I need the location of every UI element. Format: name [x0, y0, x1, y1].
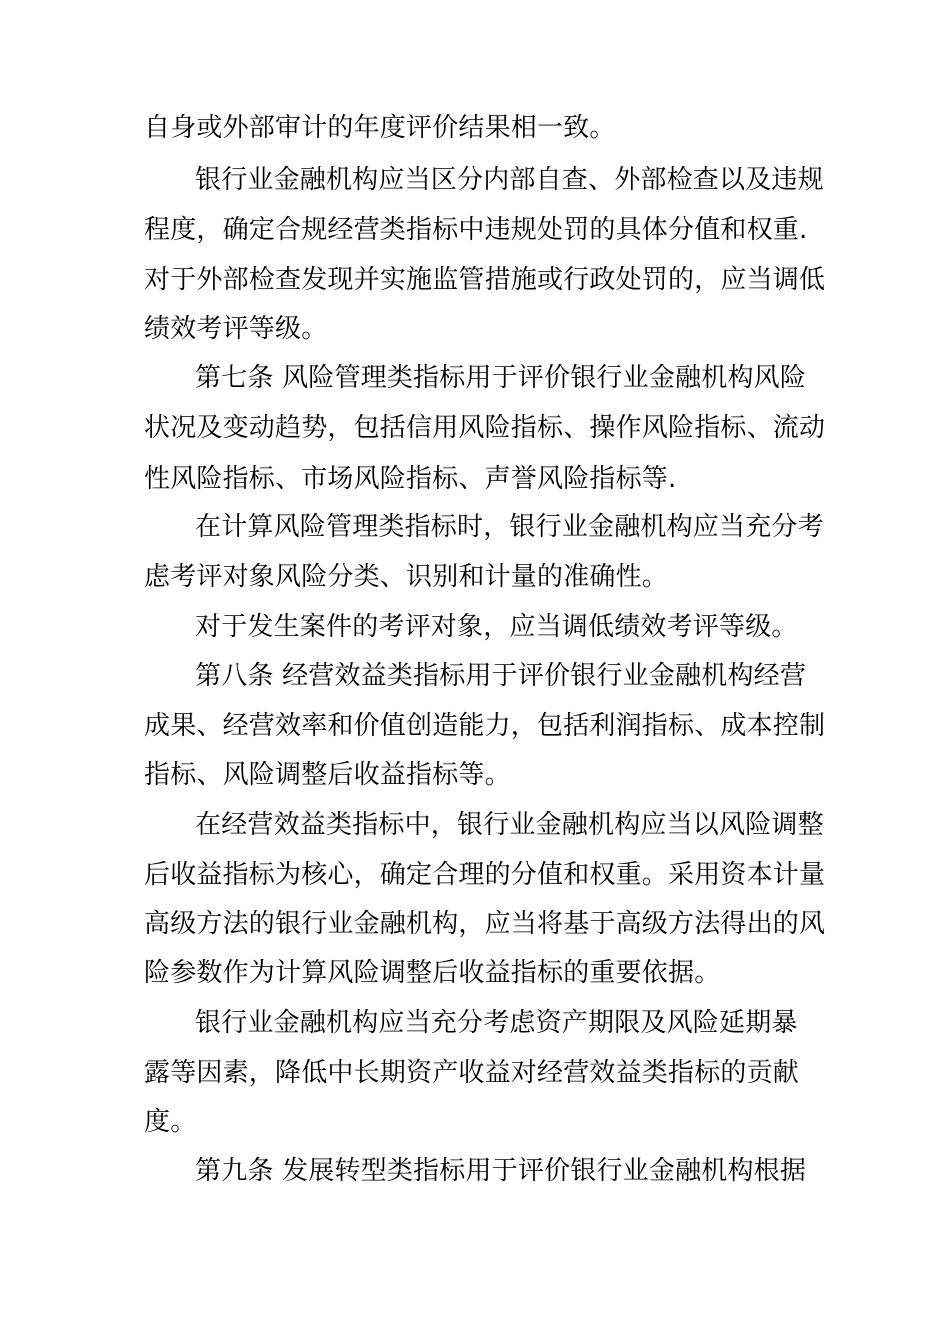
article-9-heading-line: 第九条 发展转型类指标用于评价银行业金融机构根据: [195, 1156, 807, 1186]
paragraph-start-line: 银行业金融机构应当区分内部自查、外部检查以及违规: [195, 165, 824, 195]
paragraph-start-line: 在计算风险管理类指标时，银行业金融机构应当充分考: [195, 512, 824, 542]
text-line: 程度，确定合规经营类指标中违规处罚的具体分值和权重.: [144, 215, 808, 245]
text-line: 成果、经营效率和价值创造能力，包括利润指标、成本控制: [144, 711, 826, 741]
text-line: 度。: [144, 1107, 197, 1137]
paragraph-start-line: 对于发生案件的考评对象，应当调低绩效考评等级。: [195, 612, 798, 642]
paragraph-start-line: 在经营效益类指标中，银行业金融机构应当以风险调整: [195, 810, 824, 840]
text-line: 自身或外部审计的年度评价结果相一致。: [144, 113, 616, 143]
text-line: 后收益指标为核心，确定合理的分值和权重。采用资本计量: [144, 860, 826, 890]
text-line: 指标、风险调整后收益指标等。: [144, 760, 511, 790]
text-line: 露等因素，降低中长期资产收益对经营效益类指标的贡献: [144, 1058, 800, 1088]
text-line: 对于外部检查发现并实施监管措施或行政处罚的，应当调低: [144, 265, 826, 295]
paragraph-start-line: 银行业金融机构应当充分考虑资产期限及风险延期暴: [195, 1008, 798, 1038]
text-line: 状况及变动趋势，包括信用风险指标、操作风险指标、流动: [144, 413, 826, 443]
text-line: 绩效考评等级。: [144, 314, 328, 344]
text-line: 险参数作为计算风险调整后收益指标的重要依据。: [144, 958, 721, 988]
text-line: 虑考评对象风险分类、识别和计量的准确性。: [144, 562, 669, 592]
text-line: 性风险指标、市场风险指标、声誉风险指标等.: [144, 464, 677, 494]
text-line: 高级方法的银行业金融机构，应当将基于高级方法得出的风: [144, 909, 826, 939]
article-7-heading-line: 第七条 风险管理类指标用于评价银行业金融机构风险: [195, 363, 807, 393]
article-8-heading-line: 第八条 经营效益类指标用于评价银行业金融机构经营: [195, 661, 807, 691]
